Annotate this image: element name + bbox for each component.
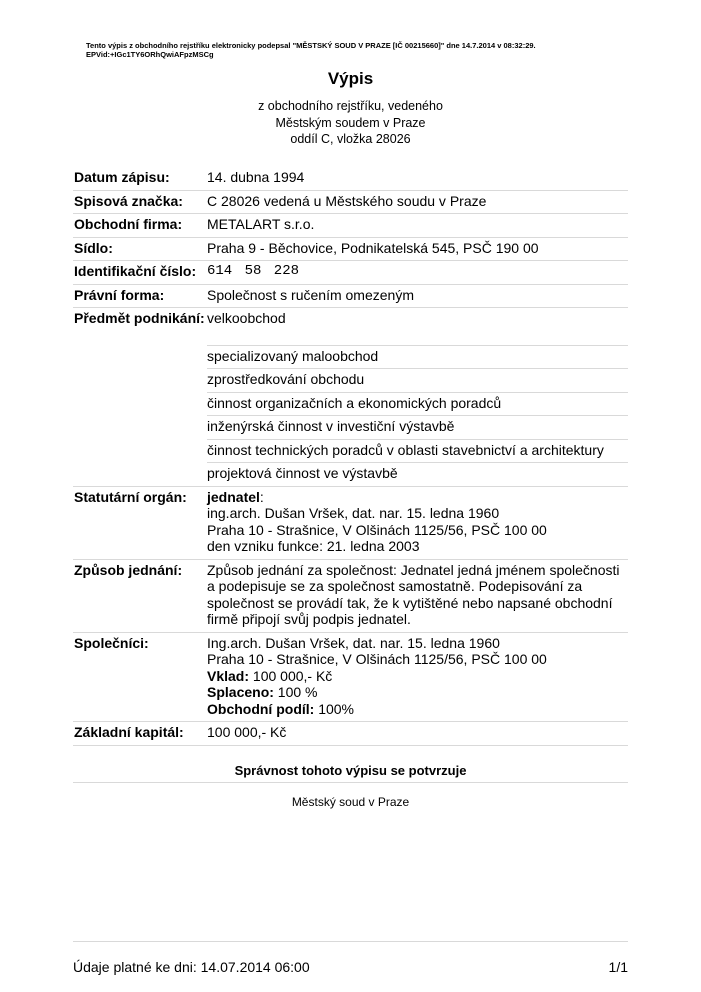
podil-value: 100% bbox=[314, 700, 355, 717]
predmet-item: činnost organizačních a ekonomických poradců bbox=[207, 393, 628, 417]
label-zpusob-jednani: Způsob jednání: bbox=[74, 561, 183, 578]
document-title: Výpis bbox=[327, 69, 374, 88]
row-pravni-forma bbox=[73, 285, 628, 309]
subtitle-line-1: z obchodního rejstříku, vedeného bbox=[258, 99, 443, 113]
label-predmet-podnikani: Předmět podnikání: bbox=[74, 310, 205, 326]
vklad-label: Vklad: bbox=[207, 667, 250, 684]
predmet-item: činnost technických poradců v oblasti stavebnictví a architektury bbox=[207, 440, 628, 464]
predmet-item: zprostředkování obchodu bbox=[207, 369, 628, 393]
valid-date: Údaje platné ke dni: 14.07.2014 06:00 bbox=[73, 959, 310, 975]
spolecnik-line: Ing.arch. Dušan Vršek, dat. nar. 15. ledna 1960 bbox=[207, 634, 500, 651]
predmet-item: inženýrská činnost v investiční výstavbě bbox=[207, 416, 628, 440]
label-spisova-znacka: Spisová značka: bbox=[74, 192, 183, 209]
row-obchodni-firma bbox=[73, 214, 628, 238]
label-pravni-forma: Právní forma: bbox=[74, 286, 165, 303]
row-zpusob-jednani bbox=[73, 560, 628, 633]
value-pravni-forma: Společnost s ručením omezeným bbox=[207, 286, 414, 303]
document-subtitle bbox=[0, 98, 701, 148]
register-table bbox=[73, 167, 628, 746]
vklad-value: 100 000,- Kč bbox=[249, 667, 333, 684]
value-zakladni-kapital: 100 000,- Kč bbox=[207, 724, 287, 740]
value-spisova-znacka: C 28026 vedená u Městského soudu v Praze bbox=[207, 192, 487, 209]
predmet-item: velkoobchod bbox=[207, 308, 628, 346]
statutarni-colon: : bbox=[259, 488, 264, 505]
value-sidlo: Praha 9 - Běchovice, Podnikatelská 545, PSČ 190 00 bbox=[207, 239, 539, 256]
page-footer bbox=[73, 959, 628, 975]
subtitle-line-3: oddíl C, vložka 28026 bbox=[290, 132, 411, 146]
footer-divider bbox=[73, 941, 628, 942]
court-name: Městský soud v Praze bbox=[291, 795, 410, 809]
splaceno-value: 100 % bbox=[273, 684, 318, 700]
value-zpusob-jednani: Způsob jednání za společnost: Jednatel jedná jménem společnosti a podepisuje se za společnost samostatně. Podepisování za společnost se provádí tak, že k vytištěné nebo napsané obchodní firmě připojí svůj podpis jednatel. bbox=[207, 561, 620, 627]
label-zakladni-kapital: Základní kapitál: bbox=[74, 724, 184, 740]
electronic-signature-note bbox=[86, 41, 536, 59]
statutarni-line: den vzniku funkce: 21. ledna 2003 bbox=[207, 538, 420, 554]
confirmation-heading: Správnost tohoto výpisu se potvrzuje bbox=[73, 763, 628, 783]
row-sidlo bbox=[73, 238, 628, 262]
row-datum-zapisu bbox=[73, 167, 628, 191]
row-statutarni-organ bbox=[73, 487, 628, 560]
value-statutarni-organ bbox=[207, 487, 628, 559]
label-spolecnici: Společníci: bbox=[74, 634, 149, 651]
signature-line-2: EPVid:+IGc1TY6ORhQwiAFpzMSCg bbox=[86, 50, 214, 59]
podil-label: Obchodní podíl: bbox=[207, 700, 315, 717]
label-ico: Identifikační číslo: bbox=[74, 263, 197, 279]
label-obchodni-firma: Obchodní firma: bbox=[74, 216, 183, 232]
row-spisova-znacka bbox=[73, 191, 628, 215]
value-obchodni-firma: METALART s.r.o. bbox=[207, 216, 315, 232]
predmet-item: specializovaný maloobchod bbox=[207, 346, 628, 370]
value-spolecnici bbox=[207, 633, 628, 722]
subtitle-line-2: Městským soudem v Praze bbox=[275, 115, 426, 130]
value-ico: 614 58 228 bbox=[207, 263, 300, 279]
spolecnik-line: Praha 10 - Strašnice, V Olšinách 1125/56, PSČ 100 00 bbox=[207, 651, 547, 667]
row-predmet-podnikani bbox=[73, 308, 628, 487]
label-datum-zapisu: Datum zápisu: bbox=[74, 169, 170, 185]
row-ico bbox=[73, 261, 628, 285]
signature-line-1: Tento výpis z obchodního rejstříku elektronicky podepsal "MĚSTSKÝ SOUD V PRAZE [IČ 00215660]" dne 14.7.2014 v 08:32:29. bbox=[86, 41, 536, 50]
row-zakladni-kapital bbox=[73, 722, 628, 746]
splaceno-label: Splaceno: bbox=[207, 684, 274, 700]
page-number: 1/1 bbox=[608, 959, 628, 975]
row-spolecnici bbox=[73, 633, 628, 723]
predmet-item: projektová činnost ve výstavbě bbox=[207, 465, 398, 481]
label-sidlo: Sídlo: bbox=[74, 239, 113, 256]
label-statutarni-organ: Statutární orgán: bbox=[74, 488, 187, 505]
statutarni-line: ing.arch. Dušan Vršek, dat. nar. 15. ledna 1960 bbox=[207, 505, 500, 521]
value-datum-zapisu: 14. dubna 1994 bbox=[207, 169, 305, 185]
statutarni-role: jednatel bbox=[207, 488, 260, 505]
predmet-list bbox=[207, 308, 628, 486]
statutarni-line: Praha 10 - Strašnice, V Olšinách 1125/56, PSČ 100 00 bbox=[207, 521, 547, 538]
